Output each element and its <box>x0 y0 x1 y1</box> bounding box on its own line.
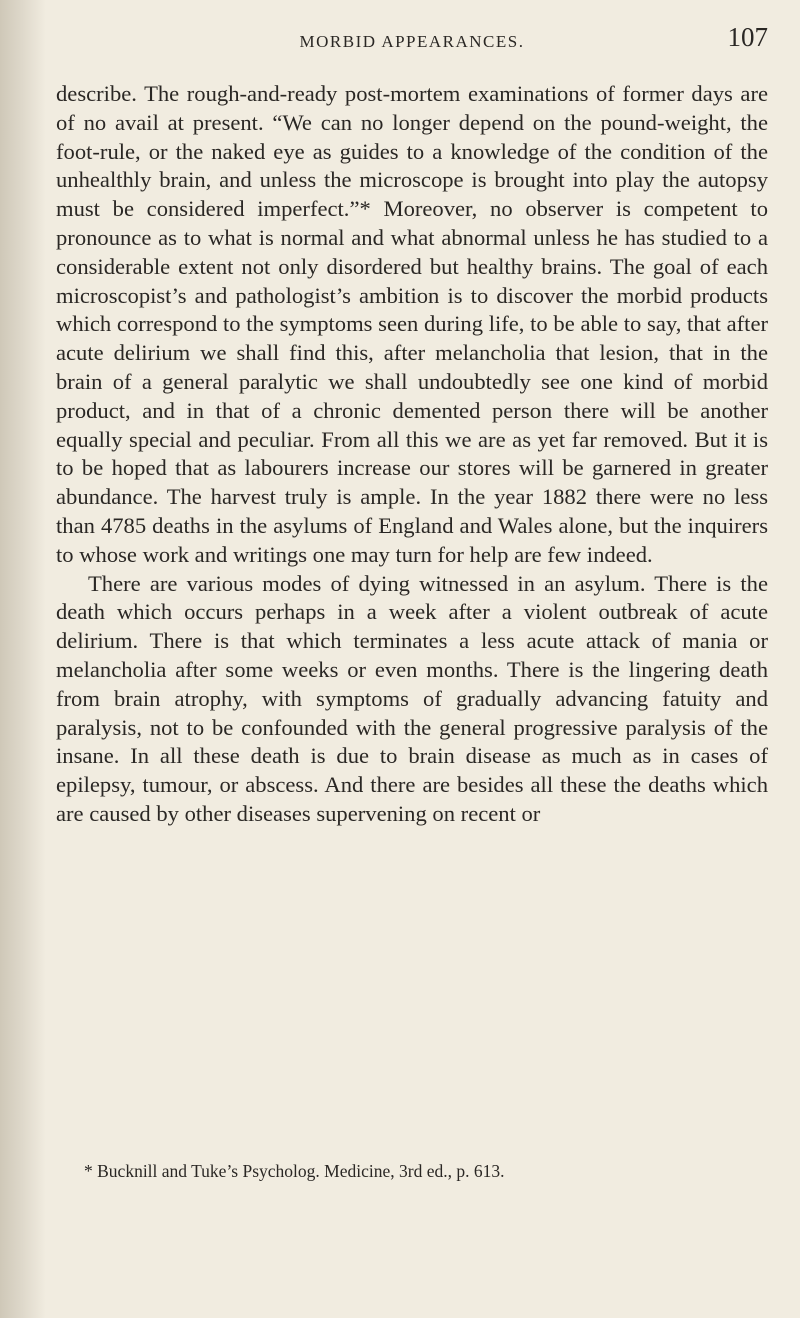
page-gutter-shadow <box>0 0 46 1318</box>
paragraph: describe. The rough-and-ready post-mortem examinations of former days are of no avail at present. “We can no longer depend on the pound-weight, the foot-rule, or the naked eye as guides to a knowledge of the condition of the unhealthly brain, and unless the microscope is brought into play the autopsy must be considered imperfect.”* Moreover, no observer is competent to pronounce as to what is normal and what abnormal unless he has studied to a considerable extent not only disordered but healthy brains. The goal of each microscopist’s and pathologist’s ambition is to discover the morbid products which correspond to the symptoms seen during life, to be able to say, that after acute delirium we shall find this, after melancholia that lesion, that in the brain of a general paralytic we shall undoubtedly see one kind of morbid product, and in that of a chronic demented person there will be another equally special and peculiar. From all this we are as yet far removed. But it is to be hoped that as labourers increase our stores will be garnered in greater abundance. The harvest truly is ample. In the year 1882 there were no less than 4785 deaths in the asylums of England and Wales alone, but the inquirers to whose work and writings one may turn for help are few indeed. <box>56 81 768 567</box>
paragraph: There are various modes of dying witnessed in an asylum. There is the death which occurs perhaps in a week after a violent outbreak of acute delirium. There is that which terminates a less acute attack of mania or melancholia after some weeks or even months. There is the lingering death from brain atrophy, with symptoms of gradually advancing fatuity and paralysis, not to be confounded with the general progressive paralysis of the insane. In all these death is due to brain disease as much as in cases of epilepsy, tumour, or abscess. And there are besides all these the deaths which are caused by other diseases supervening on recent or <box>56 570 768 826</box>
running-head: MORBID APPEARANCES. <box>299 32 525 51</box>
footnote: * Bucknill and Tuke’s Psycholog. Medicine, 3rd ed., p. 613. <box>84 1161 505 1181</box>
book-page <box>56 0 768 1318</box>
body-text <box>56 80 768 829</box>
page-number: 107 <box>727 22 768 52</box>
page-header <box>56 0 768 76</box>
